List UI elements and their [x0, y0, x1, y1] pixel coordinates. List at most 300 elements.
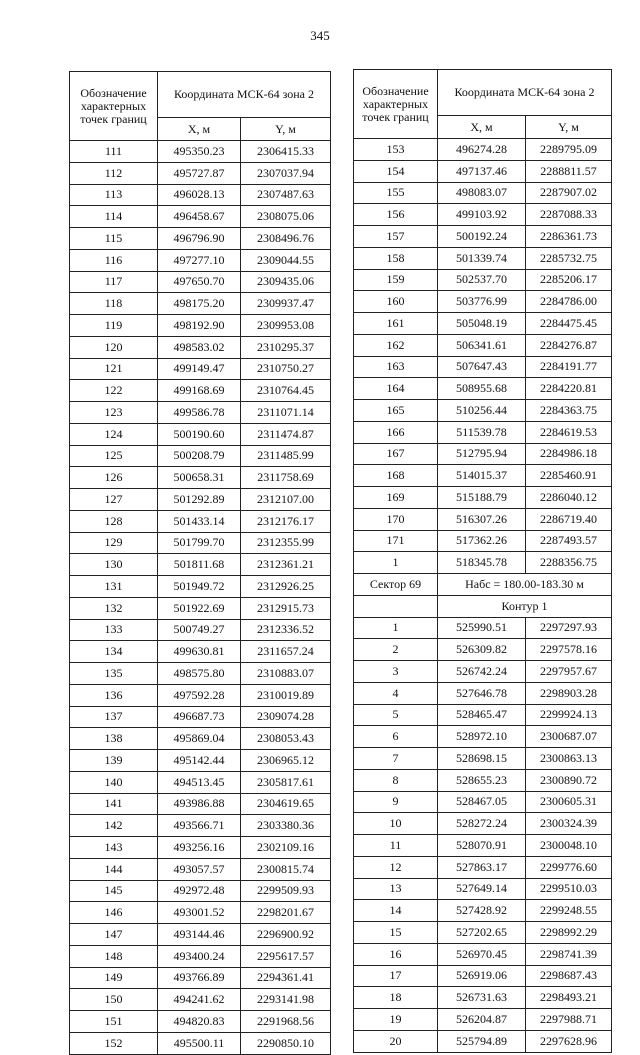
point-number: 133	[70, 619, 158, 641]
x-coordinate: 526742.24	[438, 661, 526, 683]
table-row	[354, 226, 612, 248]
y-coordinate: 2309937.47	[241, 293, 331, 315]
y-coordinate: 2287493.57	[526, 530, 612, 552]
table-row	[70, 858, 331, 880]
table-row	[354, 922, 612, 944]
y-coordinate: 2300890.72	[526, 769, 612, 791]
table-row	[70, 336, 331, 358]
x-coordinate: 501292.89	[158, 489, 241, 511]
contour-spacer	[354, 595, 438, 617]
table-row	[354, 769, 612, 791]
y-coordinate: 2304619.65	[241, 793, 331, 815]
y-coordinate: 2309044.55	[241, 249, 331, 271]
y-coordinate: 2311474.87	[241, 423, 331, 445]
table-row	[70, 902, 331, 924]
x-coordinate: 526309.82	[438, 639, 526, 661]
table-row	[354, 617, 612, 639]
x-coordinate: 500749.27	[158, 619, 241, 641]
y-coordinate: 2288811.57	[526, 160, 612, 182]
x-coordinate: 503776.99	[438, 291, 526, 313]
point-number: 153	[354, 139, 438, 161]
x-coordinate: 528698.15	[438, 748, 526, 770]
y-coordinate: 2298493.21	[526, 987, 612, 1009]
y-coordinate: 2312176.17	[241, 510, 331, 532]
table-row	[354, 835, 612, 857]
point-number: 140	[70, 771, 158, 793]
table-row	[70, 380, 331, 402]
x-coordinate: 496274.28	[438, 139, 526, 161]
x-coordinate: 497592.28	[158, 684, 241, 706]
x-coordinate: 500208.79	[158, 445, 241, 467]
point-number: 114	[70, 206, 158, 228]
y-coordinate: 2284619.53	[526, 421, 612, 443]
y-coordinate: 2284986.18	[526, 443, 612, 465]
x-coordinate: 500658.31	[158, 467, 241, 489]
point-number: 5	[354, 704, 438, 726]
point-number: 8	[354, 769, 438, 791]
point-number: 2	[354, 639, 438, 661]
table-row	[70, 641, 331, 663]
point-number: 3	[354, 661, 438, 683]
x-coordinate: 498583.02	[158, 336, 241, 358]
sector-name: Сектор 69	[354, 574, 438, 596]
x-coordinate: 494513.45	[158, 771, 241, 793]
x-coordinate: 526919.06	[438, 965, 526, 987]
y-coordinate: 2309953.08	[241, 315, 331, 337]
table-row	[70, 967, 331, 989]
point-number: 156	[354, 204, 438, 226]
point-number: 4	[354, 682, 438, 704]
table-row	[354, 1030, 612, 1052]
y-coordinate: 2308053.43	[241, 728, 331, 750]
x-coordinate: 493400.24	[158, 945, 241, 967]
x-coordinate: 492972.48	[158, 880, 241, 902]
y-coordinate: 2312361.21	[241, 554, 331, 576]
point-number: 130	[70, 554, 158, 576]
y-coordinate: 2311758.69	[241, 467, 331, 489]
table-row	[354, 487, 612, 509]
y-coordinate: 2312336.52	[241, 619, 331, 641]
table-row	[70, 706, 331, 728]
point-number: 12	[354, 856, 438, 878]
table-row	[70, 249, 331, 271]
coord-column-header: Координата МСК-64 зона 2	[158, 72, 331, 118]
table-row	[354, 269, 612, 291]
y-coordinate: 2312915.73	[241, 597, 331, 619]
y-coordinate: 2300324.39	[526, 813, 612, 835]
y-coordinate: 2287088.33	[526, 204, 612, 226]
y-coordinate: 2286719.40	[526, 508, 612, 530]
point-number: 116	[70, 249, 158, 271]
x-coordinate: 496028.13	[158, 184, 241, 206]
table-row	[70, 293, 331, 315]
x-coordinate: 494820.83	[158, 1011, 241, 1033]
point-number: 120	[70, 336, 158, 358]
point-number: 142	[70, 815, 158, 837]
point-number: 123	[70, 402, 158, 424]
x-coordinate: 499586.78	[158, 402, 241, 424]
y-coordinate: 2289795.09	[526, 139, 612, 161]
table-row	[70, 423, 331, 445]
x-coordinate: 498175.20	[158, 293, 241, 315]
y-coordinate: 2310295.37	[241, 336, 331, 358]
table-row	[70, 924, 331, 946]
table-row	[354, 748, 612, 770]
table-row	[70, 989, 331, 1011]
table-row	[354, 182, 612, 204]
x-coordinate: 501811.68	[158, 554, 241, 576]
point-number: 126	[70, 467, 158, 489]
x-coordinate: 507647.43	[438, 356, 526, 378]
y-coordinate: 2285732.75	[526, 247, 612, 269]
x-coordinate: 511539.78	[438, 421, 526, 443]
y-coordinate: 2310750.27	[241, 358, 331, 380]
table-row	[354, 204, 612, 226]
point-number: 165	[354, 400, 438, 422]
table-row	[354, 400, 612, 422]
table-row	[70, 184, 331, 206]
table-row	[354, 1009, 612, 1031]
point-number: 135	[70, 663, 158, 685]
point-number: 169	[354, 487, 438, 509]
point-number: 113	[70, 184, 158, 206]
x-coordinate: 498575.80	[158, 663, 241, 685]
x-coordinate: 508955.68	[438, 378, 526, 400]
table-row	[70, 771, 331, 793]
x-coordinate: 506341.61	[438, 334, 526, 356]
table-row	[70, 315, 331, 337]
y-coordinate: 2298741.39	[526, 943, 612, 965]
y-coordinate: 2298903.28	[526, 682, 612, 704]
point-number: 159	[354, 269, 438, 291]
table-row	[70, 445, 331, 467]
x-coordinate: 499168.69	[158, 380, 241, 402]
point-number: 121	[70, 358, 158, 380]
x-coordinate: 525990.51	[438, 617, 526, 639]
table-row	[70, 467, 331, 489]
y-coordinate: 2288356.75	[526, 552, 612, 574]
point-number: 1	[354, 552, 438, 574]
y-coordinate: 2299510.03	[526, 878, 612, 900]
x-coordinate: 495869.04	[158, 728, 241, 750]
y-coordinate: 2308075.06	[241, 206, 331, 228]
y-coordinate: 2297297.93	[526, 617, 612, 639]
point-number: 111	[70, 141, 158, 163]
y-coordinate: 2298687.43	[526, 965, 612, 987]
point-number: 162	[354, 334, 438, 356]
table-row	[70, 815, 331, 837]
x-coordinate: 518345.78	[438, 552, 526, 574]
table-row	[70, 510, 331, 532]
y-coordinate: 2311071.14	[241, 402, 331, 424]
table-row	[70, 728, 331, 750]
y-coordinate: 2300605.31	[526, 791, 612, 813]
point-number: 15	[354, 922, 438, 944]
point-number: 168	[354, 465, 438, 487]
point-number: 166	[354, 421, 438, 443]
x-coordinate: 528467.05	[438, 791, 526, 813]
table-row	[354, 530, 612, 552]
x-coordinate: 525794.89	[438, 1030, 526, 1052]
table-row	[354, 443, 612, 465]
y-column-header: Y, м	[241, 118, 331, 141]
table-row	[70, 793, 331, 815]
y-coordinate: 2299776.60	[526, 856, 612, 878]
point-number: 149	[70, 967, 158, 989]
y-coordinate: 2307487.63	[241, 184, 331, 206]
y-coordinate: 2284475.45	[526, 313, 612, 335]
x-coordinate: 501799.70	[158, 532, 241, 554]
table-row	[70, 837, 331, 859]
x-coordinate: 495727.87	[158, 162, 241, 184]
table-row	[70, 206, 331, 228]
table-row	[354, 726, 612, 748]
point-number: 127	[70, 489, 158, 511]
point-number: 136	[70, 684, 158, 706]
table-row	[354, 987, 612, 1009]
point-number: 119	[70, 315, 158, 337]
table-row	[354, 356, 612, 378]
x-coordinate: 497277.10	[158, 249, 241, 271]
y-coordinate: 2309435.06	[241, 271, 331, 293]
x-column-header: X, м	[158, 118, 241, 141]
point-number: 118	[70, 293, 158, 315]
point-number: 13	[354, 878, 438, 900]
point-number: 11	[354, 835, 438, 857]
point-number: 10	[354, 813, 438, 835]
y-coordinate: 2284220.81	[526, 378, 612, 400]
point-number: 143	[70, 837, 158, 859]
y-coordinate: 2284276.87	[526, 334, 612, 356]
x-coordinate: 493986.88	[158, 793, 241, 815]
y-coordinate: 2309074.28	[241, 706, 331, 728]
x-coordinate: 501339.74	[438, 247, 526, 269]
table-row	[354, 139, 612, 161]
table-row	[354, 661, 612, 683]
table-row	[70, 597, 331, 619]
y-coordinate: 2296900.92	[241, 924, 331, 946]
table-row	[70, 489, 331, 511]
y-coordinate: 2311485.99	[241, 445, 331, 467]
point-number: 154	[354, 160, 438, 182]
x-coordinate: 526731.63	[438, 987, 526, 1009]
table-row	[354, 508, 612, 530]
point-number: 134	[70, 641, 158, 663]
y-coordinate: 2293141.98	[241, 989, 331, 1011]
point-number: 1	[354, 617, 438, 639]
y-coordinate: 2290850.10	[241, 1032, 331, 1054]
point-number: 146	[70, 902, 158, 924]
table-row	[354, 160, 612, 182]
point-number: 157	[354, 226, 438, 248]
x-coordinate: 527428.92	[438, 900, 526, 922]
point-number: 150	[70, 989, 158, 1011]
table-row	[70, 750, 331, 772]
table-row	[70, 576, 331, 598]
table-row	[354, 791, 612, 813]
x-coordinate: 527863.17	[438, 856, 526, 878]
y-coordinate: 2310764.45	[241, 380, 331, 402]
x-coordinate: 528972.10	[438, 726, 526, 748]
x-coordinate: 505048.19	[438, 313, 526, 335]
point-number: 152	[70, 1032, 158, 1054]
table-row	[354, 378, 612, 400]
x-coordinate: 528465.47	[438, 704, 526, 726]
page-number: 345	[310, 28, 330, 43]
x-coordinate: 493144.46	[158, 924, 241, 946]
x-coordinate: 498083.07	[438, 182, 526, 204]
point-number: 167	[354, 443, 438, 465]
x-coordinate: 493001.52	[158, 902, 241, 924]
table-row	[354, 291, 612, 313]
x-coordinate: 496687.73	[158, 706, 241, 728]
point-number: 17	[354, 965, 438, 987]
table-row	[70, 358, 331, 380]
point-number: 132	[70, 597, 158, 619]
point-number: 138	[70, 728, 158, 750]
table-row	[70, 228, 331, 250]
point-number: 6	[354, 726, 438, 748]
coord-column-header: Координата МСК-64 зона 2	[438, 70, 612, 116]
point-number: 137	[70, 706, 158, 728]
y-coordinate: 2308496.76	[241, 228, 331, 250]
y-coordinate: 2310019.89	[241, 684, 331, 706]
y-coordinate: 2298201.67	[241, 902, 331, 924]
table-row	[354, 900, 612, 922]
x-coordinate: 515188.79	[438, 487, 526, 509]
table-row	[354, 878, 612, 900]
y-coordinate: 2306415.33	[241, 141, 331, 163]
y-coordinate: 2297957.67	[526, 661, 612, 683]
point-number: 115	[70, 228, 158, 250]
x-coordinate: 496458.67	[158, 206, 241, 228]
sector-row	[354, 574, 612, 596]
point-number: 151	[70, 1011, 158, 1033]
y-coordinate: 2286361.73	[526, 226, 612, 248]
point-number: 14	[354, 900, 438, 922]
coordinates-table-left	[69, 71, 331, 1055]
y-coordinate: 2311657.24	[241, 641, 331, 663]
table-row	[70, 402, 331, 424]
point-number: 163	[354, 356, 438, 378]
point-number: 155	[354, 182, 438, 204]
x-coordinate: 501433.14	[158, 510, 241, 532]
y-column-header: Y, м	[526, 116, 612, 139]
y-coordinate: 2299509.93	[241, 880, 331, 902]
y-coordinate: 2298992.29	[526, 922, 612, 944]
table-row	[354, 943, 612, 965]
x-coordinate: 528070.91	[438, 835, 526, 857]
x-coordinate: 494241.62	[158, 989, 241, 1011]
y-coordinate: 2297628.96	[526, 1030, 612, 1052]
y-coordinate: 2299924.13	[526, 704, 612, 726]
point-number: 20	[354, 1030, 438, 1052]
sector-height: Набс = 180.00-183.30 м	[438, 574, 612, 596]
table-row	[70, 1011, 331, 1033]
table-row	[70, 532, 331, 554]
x-coordinate: 495142.44	[158, 750, 241, 772]
point-number: 144	[70, 858, 158, 880]
y-coordinate: 2297988.71	[526, 1009, 612, 1031]
contour-label: Контур 1	[438, 595, 612, 617]
y-coordinate: 2291968.56	[241, 1011, 331, 1033]
table-row	[354, 334, 612, 356]
point-number: 148	[70, 945, 158, 967]
y-coordinate: 2305817.61	[241, 771, 331, 793]
x-coordinate: 497137.46	[438, 160, 526, 182]
point-number: 112	[70, 162, 158, 184]
point-number: 147	[70, 924, 158, 946]
table-row	[70, 141, 331, 163]
y-coordinate: 2284363.75	[526, 400, 612, 422]
table-row	[354, 465, 612, 487]
y-coordinate: 2299248.55	[526, 900, 612, 922]
table-row	[70, 684, 331, 706]
point-number: 117	[70, 271, 158, 293]
x-coordinate: 516307.26	[438, 508, 526, 530]
point-number: 129	[70, 532, 158, 554]
point-number: 161	[354, 313, 438, 335]
x-coordinate: 493057.57	[158, 858, 241, 880]
table-row	[354, 813, 612, 835]
point-number: 131	[70, 576, 158, 598]
point-number: 164	[354, 378, 438, 400]
y-coordinate: 2300863.13	[526, 748, 612, 770]
x-coordinate: 527202.65	[438, 922, 526, 944]
x-coordinate: 528655.23	[438, 769, 526, 791]
x-coordinate: 517362.26	[438, 530, 526, 552]
table-row	[70, 619, 331, 641]
point-number: 158	[354, 247, 438, 269]
y-coordinate: 2300687.07	[526, 726, 612, 748]
point-column-header: Обозначение характерных точек границ	[70, 72, 158, 141]
x-coordinate: 495500.11	[158, 1032, 241, 1054]
x-coordinate: 493566.71	[158, 815, 241, 837]
point-number: 141	[70, 793, 158, 815]
point-number: 122	[70, 380, 158, 402]
x-coordinate: 514015.37	[438, 465, 526, 487]
table-row	[354, 313, 612, 335]
point-column-header: Обозначение характерных точек границ	[354, 70, 438, 139]
x-coordinate: 497650.70	[158, 271, 241, 293]
y-coordinate: 2284786.00	[526, 291, 612, 313]
y-coordinate: 2303380.36	[241, 815, 331, 837]
y-coordinate: 2297578.16	[526, 639, 612, 661]
y-coordinate: 2284191.77	[526, 356, 612, 378]
table-row	[354, 639, 612, 661]
table-row	[354, 704, 612, 726]
table-row	[354, 421, 612, 443]
point-number: 7	[354, 748, 438, 770]
x-coordinate: 493256.16	[158, 837, 241, 859]
point-number: 19	[354, 1009, 438, 1031]
table-row	[354, 247, 612, 269]
x-coordinate: 500190.60	[158, 423, 241, 445]
y-coordinate: 2300048.10	[526, 835, 612, 857]
y-coordinate: 2294361.41	[241, 967, 331, 989]
y-coordinate: 2286040.12	[526, 487, 612, 509]
table-row	[354, 552, 612, 574]
point-number: 171	[354, 530, 438, 552]
x-coordinate: 502537.70	[438, 269, 526, 291]
table-row	[354, 965, 612, 987]
contour-row	[354, 595, 612, 617]
table-row	[354, 856, 612, 878]
x-coordinate: 526204.87	[438, 1009, 526, 1031]
x-coordinate: 510256.44	[438, 400, 526, 422]
point-number: 16	[354, 943, 438, 965]
x-coordinate: 500192.24	[438, 226, 526, 248]
